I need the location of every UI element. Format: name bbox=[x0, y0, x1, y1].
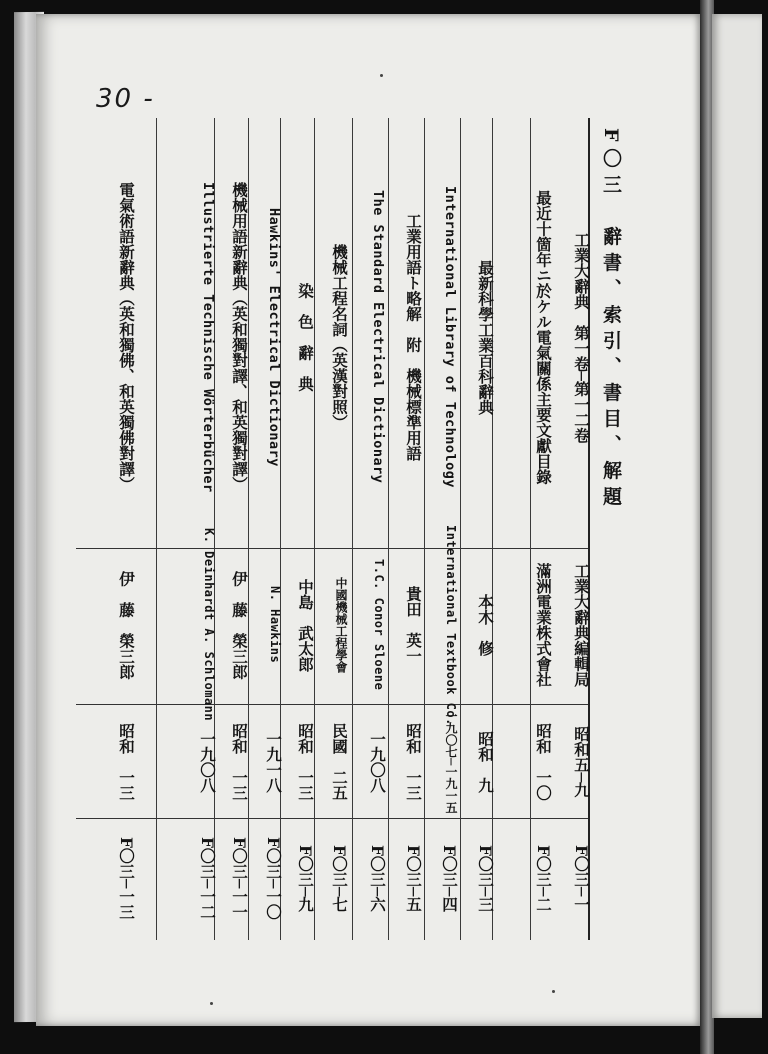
entry-code: F〇三─四 bbox=[440, 844, 459, 912]
catalog-row bbox=[248, 118, 281, 940]
entry-title: Hawkins' Electrical Dictionary bbox=[266, 207, 282, 467]
entry-date: 一九〇八 bbox=[198, 731, 217, 793]
entry-date: 昭和 九 bbox=[476, 731, 495, 793]
entry-title: 機械用語新辭典（英和獨對譯、和英獨對譯） bbox=[230, 182, 249, 492]
catalog-row bbox=[314, 118, 347, 940]
entry-code: F〇三─六 bbox=[368, 844, 387, 912]
entry-title: The Standard Electrical Dictionary bbox=[370, 190, 386, 484]
catalog-row bbox=[156, 118, 215, 940]
entry-code: F〇三─一 bbox=[572, 844, 591, 912]
catalog-row bbox=[388, 118, 421, 940]
entry-title: 機械工程名詞（英漢對照） bbox=[330, 244, 349, 430]
catalog-table bbox=[76, 118, 590, 940]
entry-title: 工業大辭典 第一卷─第一二卷 bbox=[572, 231, 591, 443]
entry-author: 伊 藤 榮三郎 bbox=[117, 570, 136, 680]
entry-author: K. Deinhardt A. Schlomann bbox=[202, 528, 216, 722]
entry-author: International Textbook Co. bbox=[444, 524, 458, 726]
entry-author: 中島 武太郎 bbox=[296, 578, 315, 672]
entry-date: 昭和 一三 bbox=[296, 723, 315, 801]
entry-title: 染 色 辭 典 bbox=[296, 282, 315, 392]
entry-author: 中國機械工程學會 bbox=[334, 577, 348, 673]
entry-date: 昭和 一三 bbox=[117, 723, 136, 801]
section-title: F〇三 辭書、索引、書目、解題 bbox=[600, 128, 622, 513]
entry-title: 電氣術語新辭典（英和獨佛、和英獨佛對譯） bbox=[117, 182, 136, 492]
handwritten-page-number: 30 - bbox=[96, 84, 155, 114]
paper-speck bbox=[552, 990, 555, 993]
entry-date: 昭和 一〇 bbox=[534, 723, 553, 801]
catalog-row bbox=[492, 118, 551, 940]
catalog-row bbox=[76, 118, 134, 940]
paper-speck bbox=[380, 74, 383, 77]
entry-code: F〇三─五 bbox=[404, 844, 423, 912]
entry-code: F〇三─一三 bbox=[117, 836, 136, 920]
entry-title: 最新科學工業百科辭典 bbox=[476, 259, 495, 415]
entry-date: 昭和 一三 bbox=[404, 723, 423, 801]
entry-date: 昭和 一三 bbox=[230, 723, 249, 801]
entry-code: F〇三─一二 bbox=[198, 836, 217, 920]
entry-author: 伊 藤 榮三郎 bbox=[230, 570, 249, 680]
entry-code: F〇三─七 bbox=[330, 844, 349, 912]
catalog-row bbox=[280, 118, 313, 940]
entry-date: 一九〇七─一九一五 bbox=[444, 710, 458, 814]
entry-code: F〇三─三 bbox=[476, 844, 495, 912]
paper-speck bbox=[210, 1002, 213, 1005]
entry-date: 一九〇八 bbox=[368, 731, 387, 793]
catalog-row bbox=[424, 118, 457, 940]
entry-author: 工業大辭典編輯局 bbox=[572, 563, 591, 687]
entry-title: 最近十箇年ニ於ケル電氣關係主要文獻目錄 bbox=[534, 189, 553, 485]
entry-title: International Library of Technology bbox=[442, 186, 458, 488]
entry-author: 滿洲電業株式會社 bbox=[534, 563, 553, 687]
entry-code: F〇三─一〇 bbox=[264, 836, 283, 920]
entry-author: 貴田 英一 bbox=[404, 586, 423, 664]
entry-date: 昭和五─九 bbox=[572, 726, 591, 798]
catalog-row bbox=[214, 118, 247, 940]
entry-title: 工業用語ト略解 附 機械標準用語 bbox=[404, 213, 423, 461]
entry-author: T.C. Conor Sloene bbox=[372, 559, 386, 691]
entry-date: 一九一八 bbox=[264, 731, 283, 793]
entry-date: 民國 二五 bbox=[330, 723, 349, 801]
catalog-row bbox=[352, 118, 385, 940]
entry-title: Illustrierte Technische Wörterbücher bbox=[200, 181, 216, 493]
catalog-row bbox=[460, 118, 493, 940]
entry-code: F〇三─一一 bbox=[230, 836, 249, 920]
entry-author: N. Hawkins bbox=[268, 586, 282, 664]
entry-author: 本木 修 bbox=[476, 594, 495, 656]
entry-code: F〇三─九 bbox=[296, 844, 315, 912]
facing-page-edge bbox=[712, 14, 762, 1018]
entry-code: F〇三─二 bbox=[534, 844, 553, 912]
